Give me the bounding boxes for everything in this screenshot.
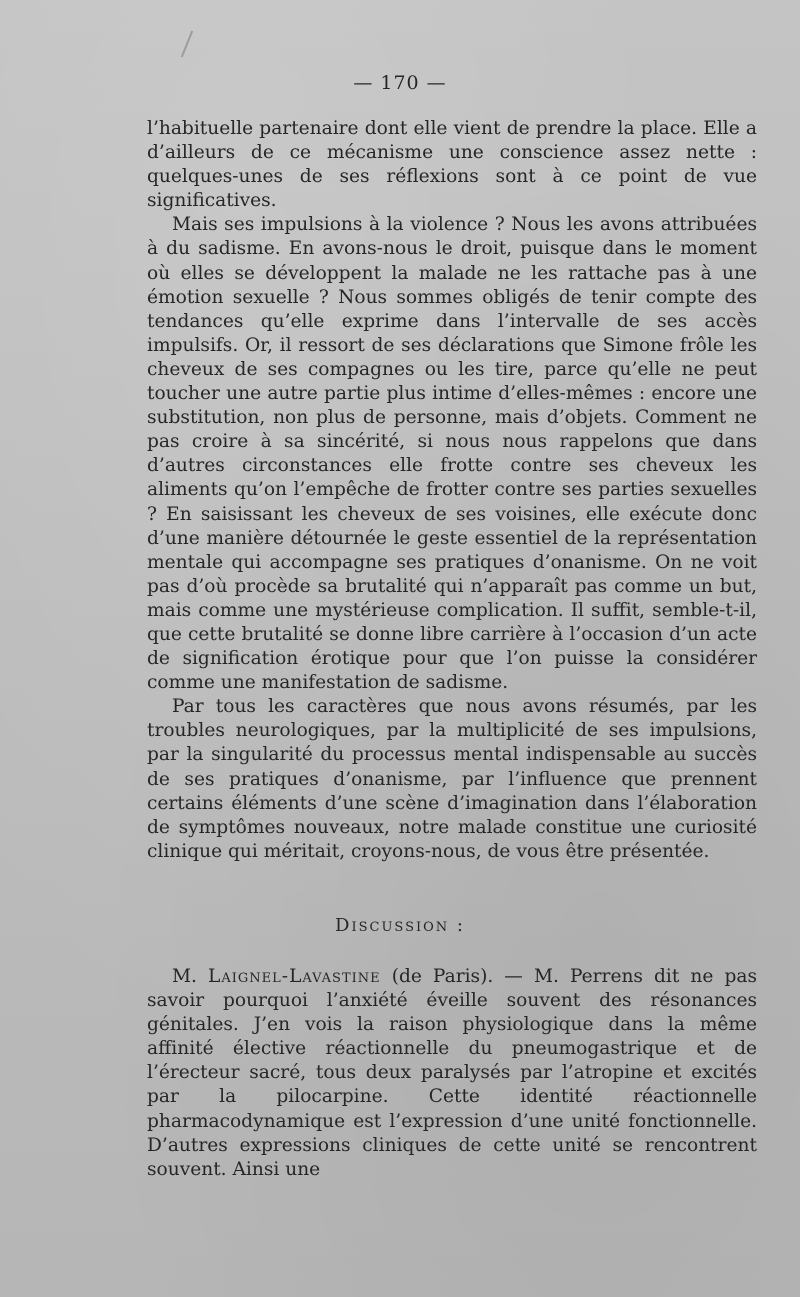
pencil-mark [181,31,193,58]
paragraph: l’habituelle partenaire dont elle vient de prendre la place. Elle a d’ailleurs de ce mécanisme une conscience assez nette : quelques-unes de ses réflexions sont à ce point de vue significatives. [147,118,757,212]
body-text [147,117,757,864]
speaker-name: Laignel-Lavastine [208,966,381,987]
paragraph: Par tous les caractères que nous avons résumés, par les troubles neurologiques, par la multiplicité de ses impulsions, par la singularité du processus mental indispensable au succès de ses pratiques d’onanisme, par l’influence que prennent certains éléments d’une scène d’imagination dans l’élaboration de symptômes nouveaux, notre malade constitue une curiosité clinique qui méritait, croyons-nous, de vous être présentée. [147,696,757,862]
discussion-body: M. Perrens dit ne pas savoir pourquoi l’anxiété éveille souvent des résonances génitales. J’en vois la raison physiologique dans la même affinité élective réactionnelle du pneumogastrique et de l’érecteur sacré, tous deux paralysés par l’atropine et excités par la pilocarpine. Cette identité réactionnelle pharmacodynamique est l’expression d’une unité fonctionnelle. D’autres expressions cliniques de cette unité se rencontrent souvent. Ainsi une [147,966,757,1180]
speaker-prefix: M. [172,966,209,987]
paragraph [147,965,757,1182]
section-heading: Discussion : [335,915,465,936]
discussion-text [147,965,757,1182]
page-number: — 170 — [353,72,447,94]
paragraph: Mais ses impulsions à la violence ? Nous les avons attribuées à du sadisme. En avons-nous le droit, puisque dans le moment où elles se développent la malade ne les rattache pas à une émotion sexuelle ? Nous sommes obligés de tenir compte des tendances qu’elle exprime dans l’intervalle de ses accès impulsifs. Or, il ressort de ses déclarations que Simone frôle les cheveux de ses compagnes ou les tire, parce qu’elle ne peut toucher une autre partie plus intime d’elles-mêmes : encore une substitution, non plus de personne, mais d’objets. Comment ne pas croire à sa sincérité, si nous nous rappelons que dans d’autres circonstances elle frotte contre ses cheveux les aliments qu’on l’empêche de frotter contre ses parties sexuelles ? En saisissant les cheveux de ses voisines, elle exécute donc d’une manière détournée le geste essentiel de la représentation mentale qui accompagne ses pratiques d’onanisme. On ne voit pas d’où procède sa brutalité qui n’apparaît pas comme un but, mais comme une mystérieuse complication. Il suffit, semble-t-il, que cette brutalité se donne libre carrière à l’occasion d’un acte de signification érotique pour que l’on puisse la considérer comme une manifestation de sadisme. [147,214,757,694]
speaker-origin: (de Paris). — [380,966,534,987]
